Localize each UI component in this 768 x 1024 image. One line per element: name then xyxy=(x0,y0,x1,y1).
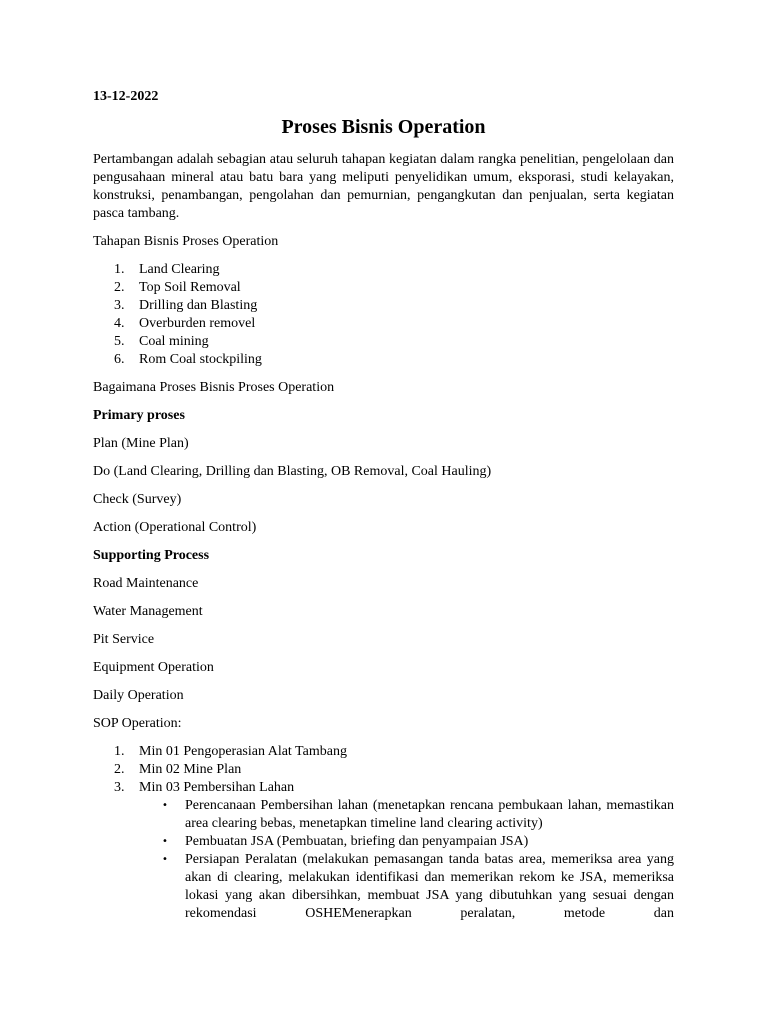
list-item xyxy=(93,315,674,333)
sop-list xyxy=(93,743,674,923)
stages-heading: Tahapan Bisnis Proses Operation xyxy=(93,234,279,249)
primary-heading: Primary proses xyxy=(93,408,185,423)
list-number: 3. xyxy=(114,298,125,313)
list-number: 5. xyxy=(114,334,125,349)
bullet-icon: • xyxy=(162,800,168,811)
document-date: 13-12-2022 xyxy=(93,89,159,104)
list-item-text: Top Soil Removal xyxy=(139,280,241,295)
list-item-text: Rom Coal stockpiling xyxy=(139,352,262,367)
list-item-text: Min 02 Mine Plan xyxy=(139,762,242,777)
list-item xyxy=(93,279,674,297)
list-item-text: Min 01 Pengoperasian Alat Tambang xyxy=(139,744,347,759)
list-number: 1. xyxy=(114,744,125,759)
supporting-item: Road Maintenance xyxy=(93,576,199,591)
sub-list-item xyxy=(93,851,674,923)
list-item xyxy=(93,761,674,779)
list-number: 4. xyxy=(114,316,125,331)
sub-list-item-text: Persiapan Peralatan (melakukan pemasangan tanda batas area, memeriksa area yang akan di clearing, melakukan identifikasi dan memerikan rekom ke JSA, memeriksa lokasi yang akan dibersihkan, membuat JSA yang dibutuhkan yang sesuai dengan rekomendasi OSHEMenerapkan peralatan, metode dan xyxy=(185,852,674,921)
primary-item: Check (Survey) xyxy=(93,492,182,507)
list-item-text: Overburden removel xyxy=(139,316,256,331)
list-item-text: Min 03 Pembersihan Lahan xyxy=(139,780,295,795)
sub-list-item xyxy=(93,797,674,833)
sub-list-item-text: Perencanaan Pembersihan lahan (menetapkan rencana pembukaan lahan, memastikan area clearing bebas, menetapkan timeline land clearing activity) xyxy=(185,798,674,831)
primary-item: Do (Land Clearing, Drilling dan Blasting, OB Removal, Coal Hauling) xyxy=(93,464,492,479)
list-number: 2. xyxy=(114,280,125,295)
document-content xyxy=(93,88,674,933)
list-item-text: Coal mining xyxy=(139,334,209,349)
list-item xyxy=(93,351,674,369)
supporting-item: Equipment Operation xyxy=(93,660,214,675)
list-item xyxy=(93,297,674,315)
stages-list xyxy=(93,261,674,369)
list-item xyxy=(93,779,674,923)
list-item-text: Land Clearing xyxy=(139,262,220,277)
how-heading: Bagaimana Proses Bisnis Proses Operation xyxy=(93,380,335,395)
sub-list-item xyxy=(93,833,674,851)
list-item xyxy=(93,333,674,351)
list-number: 3. xyxy=(114,780,125,795)
sop-sub-list xyxy=(93,797,674,923)
sop-heading: SOP Operation: xyxy=(93,716,182,731)
list-item xyxy=(93,261,674,279)
bullet-icon: • xyxy=(162,854,168,865)
list-number: 6. xyxy=(114,352,125,367)
primary-item: Action (Operational Control) xyxy=(93,520,257,535)
list-item xyxy=(93,743,674,761)
sub-list-item-text: Pembuatan JSA (Pembuatan, briefing dan penyampaian JSA) xyxy=(185,834,529,849)
document-title: Proses Bisnis Operation xyxy=(281,116,486,138)
supporting-item: Daily Operation xyxy=(93,688,184,703)
bullet-icon: • xyxy=(162,836,168,847)
primary-item: Plan (Mine Plan) xyxy=(93,436,189,451)
list-number: 1. xyxy=(114,262,125,277)
supporting-item: Water Management xyxy=(93,604,203,619)
list-item-text: Drilling dan Blasting xyxy=(139,298,258,313)
list-number: 2. xyxy=(114,762,125,777)
intro-paragraph: Pertambangan adalah sebagian atau seluruh tahapan kegiatan dalam rangka penelitian, pengelolaan dan pengusahaan mineral atau batu bara yang meliputi penyelidikan umum, eksporasi, studi kelayakan, konstruksi, penambangan, pengolahan dan pemurnian, pengangkutan dan penjualan, serta kegiatan pasca tambang. xyxy=(93,152,674,221)
supporting-heading: Supporting Process xyxy=(93,548,210,563)
supporting-item: Pit Service xyxy=(93,632,155,647)
